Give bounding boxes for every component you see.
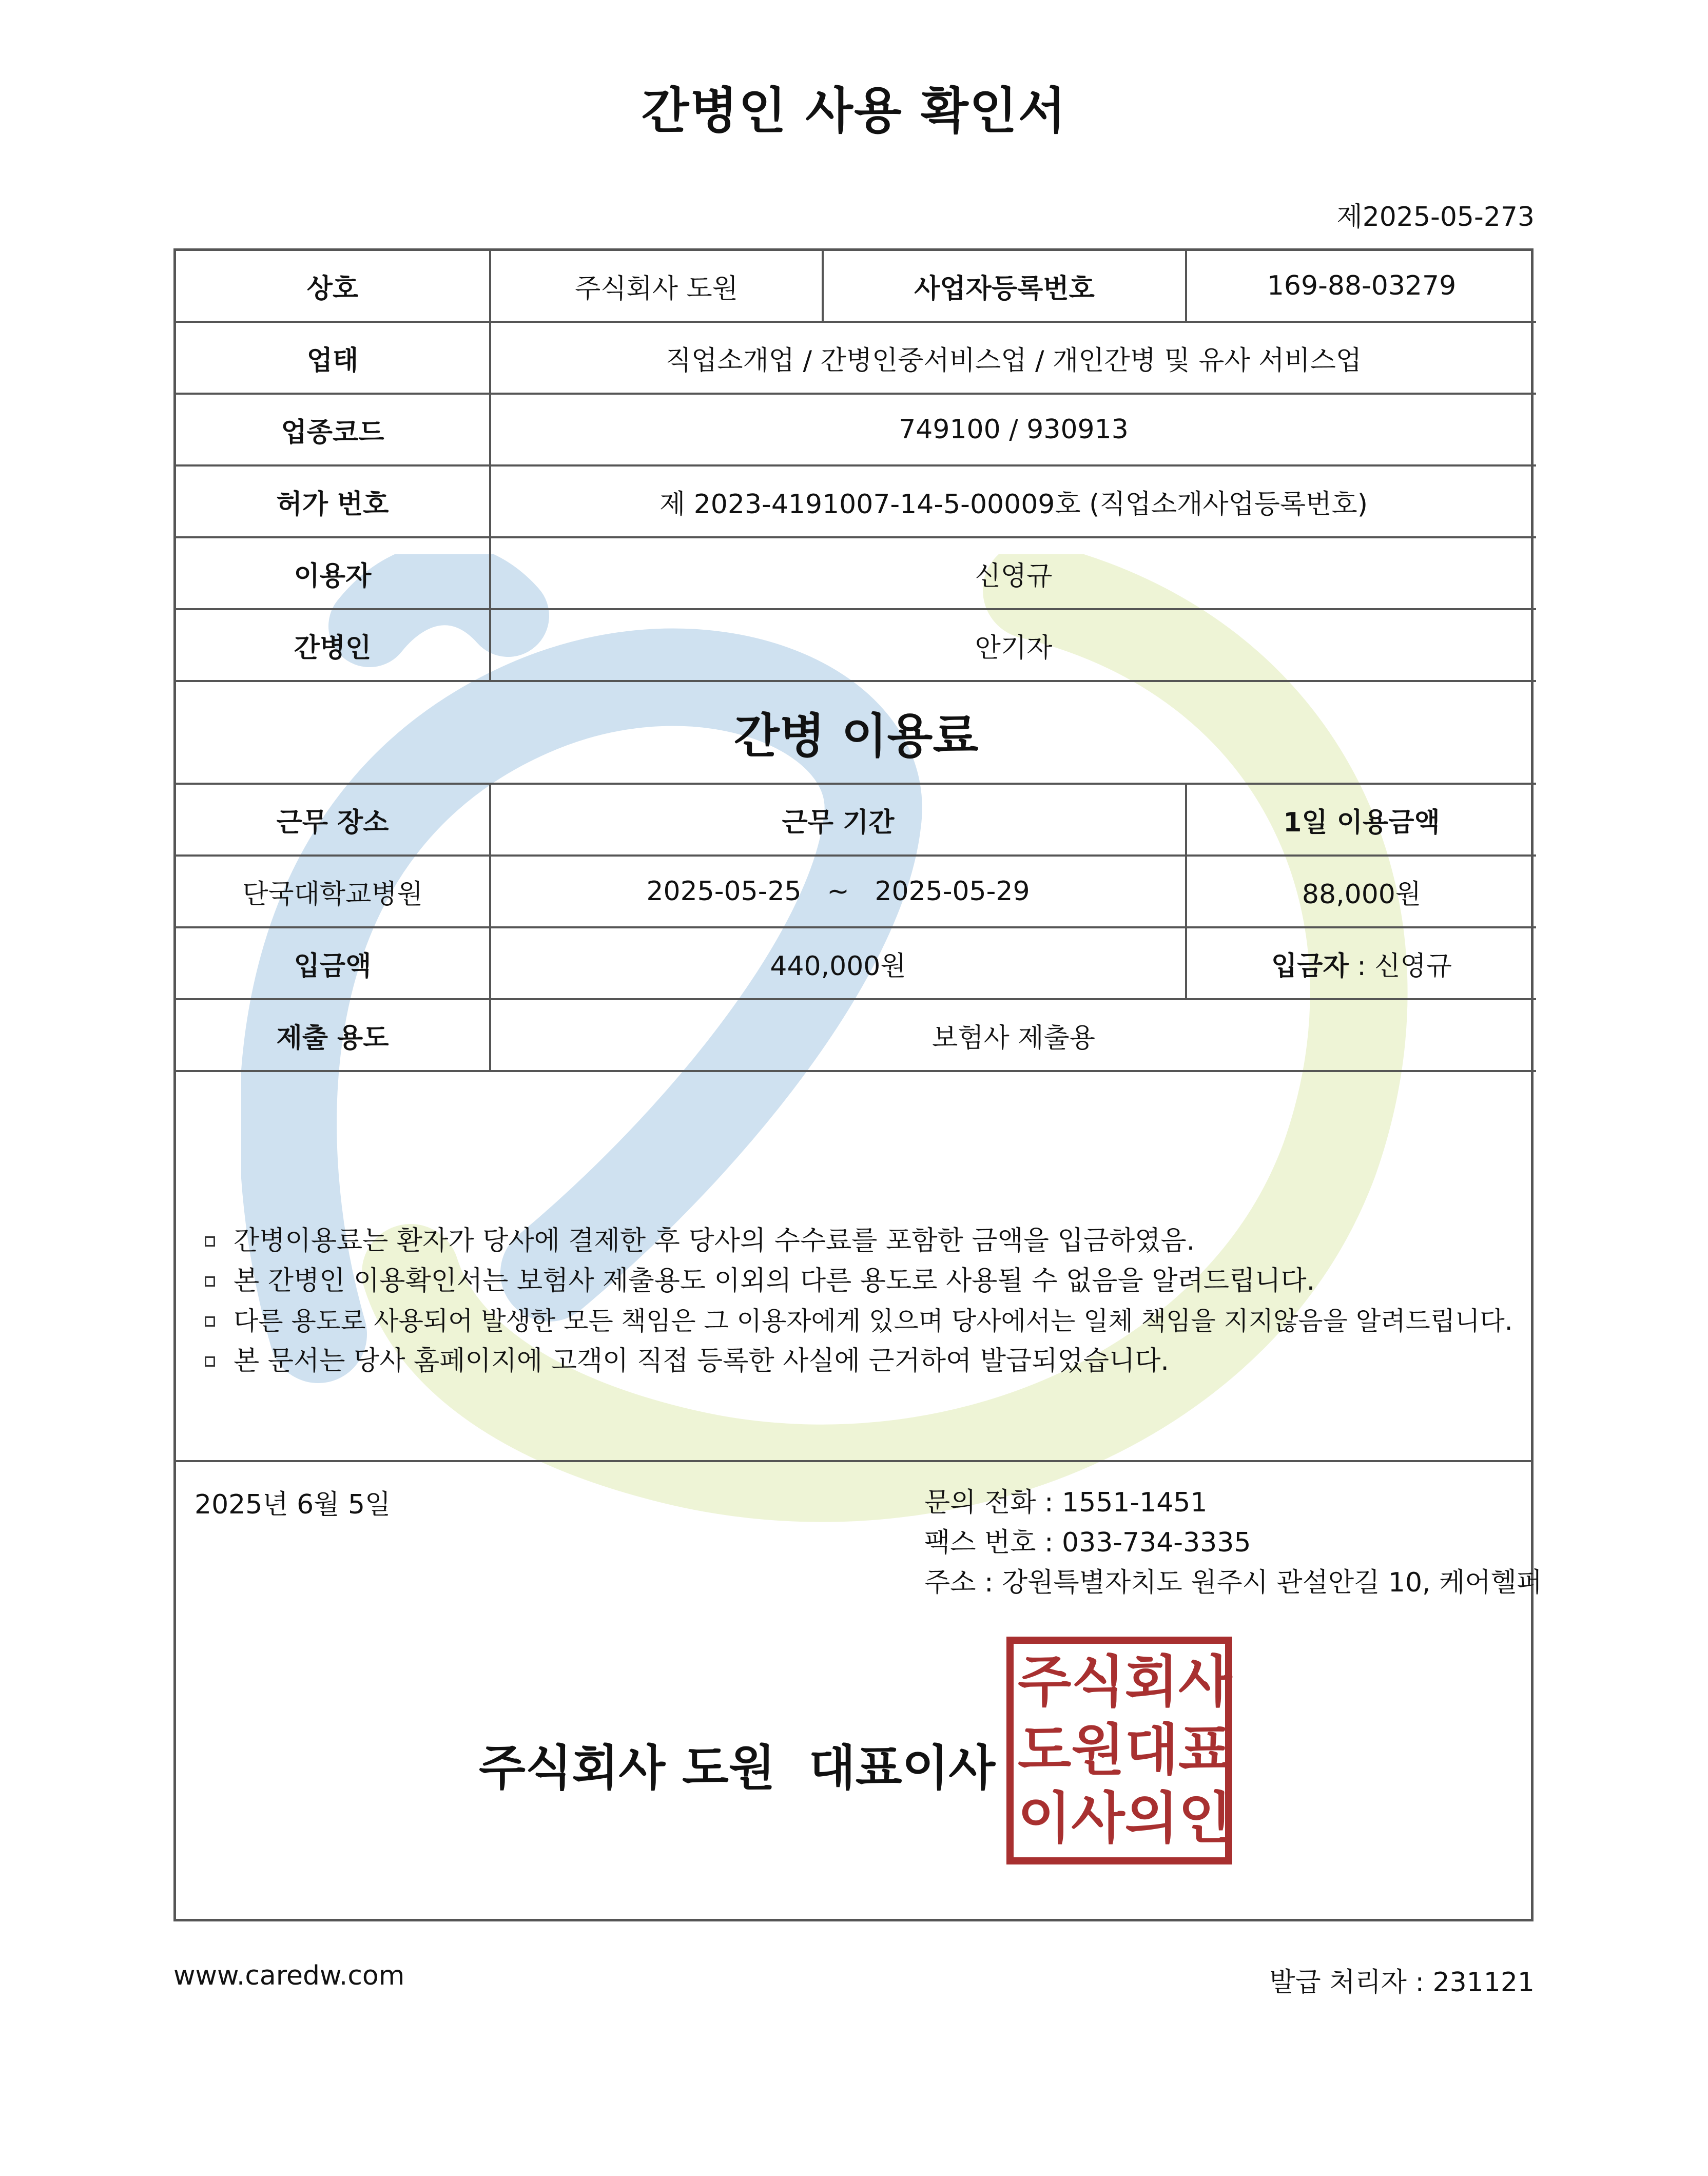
row-fee-values: [176, 856, 1536, 927]
footer-website: www.caredw.com: [173, 1960, 405, 1991]
document-number: 제2025-05-273: [1336, 202, 1535, 232]
notes-list: [205, 1221, 1519, 1381]
user-label: 이용자: [176, 537, 490, 609]
license-label: 허가 번호: [176, 465, 490, 537]
note-text: 본 문서는 당사 홈페이지에 고객이 직접 등록한 사실에 근거하여 발급되었습니다.: [234, 1346, 1169, 1376]
seal-char: 원: [1071, 1718, 1125, 1782]
seal-char: 표: [1178, 1718, 1232, 1782]
company-name-value: 주식회사 도원: [490, 251, 823, 322]
seal-char: 의: [1124, 1786, 1178, 1851]
section-divider: [176, 1460, 1531, 1462]
seal-char: 식: [1071, 1649, 1125, 1714]
seal-char: 이: [1018, 1786, 1072, 1851]
business-value: 직업소개업 / 간병인중서비스업 / 개인간병 및 유사 서비스업: [490, 322, 1536, 394]
depositor-cell: [1186, 927, 1536, 999]
contact-phone: 문의 전화 : 1551-1451: [924, 1487, 1208, 1518]
footer-issuer: 발급 처리자 : 231121: [1269, 1967, 1535, 1998]
issue-date: 2025년 6월 5일: [195, 1489, 391, 1520]
company-name-label: 상호: [176, 251, 490, 322]
seal-char: 도: [1018, 1718, 1072, 1782]
deposit-value: 440,000원: [490, 927, 1186, 999]
reg-no-value: 169-88-03279: [1186, 251, 1536, 322]
seal-char: 사: [1071, 1786, 1125, 1851]
contact-fax: 팩스 번호 : 033-734-3335: [924, 1527, 1251, 1558]
seal-char: 대: [1124, 1718, 1178, 1782]
code-value: 749100 / 930913: [490, 394, 1536, 465]
deposit-label: 입금액: [176, 927, 490, 999]
license-value: 제 2023-4191007-14-5-00009호 (직업소개사업등록번호): [490, 465, 1536, 537]
purpose-value: 보험사 제출용: [490, 999, 1536, 1071]
row-code: [176, 394, 1536, 465]
caregiver-value: 안기자: [490, 609, 1536, 681]
info-table: [176, 251, 1536, 1072]
note-item: [205, 1301, 1519, 1341]
row-purpose: [176, 999, 1536, 1071]
business-label: 업태: [176, 322, 490, 394]
contact-address: 주소 : 강원특별자치도 원주시 관설안길 10, 케어헬퍼: [924, 1567, 1543, 1598]
code-label: 업종코드: [176, 394, 490, 465]
row-deposit: [176, 927, 1536, 999]
certificate-sheet: [173, 248, 1543, 1921]
place-label: 근무 장소: [176, 784, 490, 856]
caregiver-label: 간병인: [176, 609, 490, 681]
row-company: [176, 251, 1536, 322]
row-business: [176, 322, 1536, 394]
company-seal-stamp: [1006, 1637, 1232, 1864]
square-bullet-icon: [205, 1236, 215, 1247]
daily-value: 88,000원: [1186, 856, 1536, 927]
place-value: 단국대학교병원: [176, 856, 490, 927]
document-title: 간병인 사용 확인서: [641, 82, 1067, 140]
daily-label: 1일 이용금액: [1186, 784, 1536, 856]
row-fee-header: [176, 784, 1536, 856]
reg-no-label: 사업자등록번호: [823, 251, 1186, 322]
square-bullet-icon: [205, 1356, 215, 1367]
contact-info: [924, 1483, 1542, 1603]
seal-char: 사: [1178, 1649, 1232, 1714]
seal-char: 인: [1178, 1786, 1232, 1851]
square-bullet-icon: [205, 1276, 215, 1287]
depositor-value: : 신영규: [1348, 950, 1452, 982]
note-text: 간병이용료는 환자가 당사에 결제한 후 당사의 수수료를 포함한 금액을 입금하였음.: [234, 1226, 1195, 1256]
row-user: [176, 537, 1536, 609]
period-value: 2025-05-25 ~ 2025-05-29: [490, 856, 1186, 927]
note-text: 본 간병인 이용확인서는 보험사 제출용도 이외의 다른 용도로 사용될 수 없음을 알려드립니다.: [234, 1266, 1315, 1296]
seal-char: 주: [1018, 1649, 1072, 1714]
period-label: 근무 기간: [490, 784, 1186, 856]
depositor-label: 입금자: [1271, 950, 1349, 982]
square-bullet-icon: [205, 1316, 215, 1327]
purpose-label: 제출 용도: [176, 999, 490, 1071]
row-license: [176, 465, 1536, 537]
note-text: 다른 용도로 사용되어 발생한 모든 책임은 그 이용자에게 있으며 당사에서는 일체 책임을 지지않음을 알려드립니다.: [234, 1306, 1513, 1336]
note-item: [205, 1341, 1519, 1381]
user-value: 신영규: [490, 537, 1536, 609]
seal-char: 회: [1124, 1649, 1178, 1714]
company-signature: 주식회사 도원 대표이사: [479, 1740, 996, 1796]
note-item: [205, 1261, 1519, 1301]
row-fee-title: [176, 681, 1536, 784]
note-item: [205, 1221, 1519, 1261]
row-caregiver: [176, 609, 1536, 681]
fee-section-title: 간병 이용료: [176, 681, 1536, 784]
